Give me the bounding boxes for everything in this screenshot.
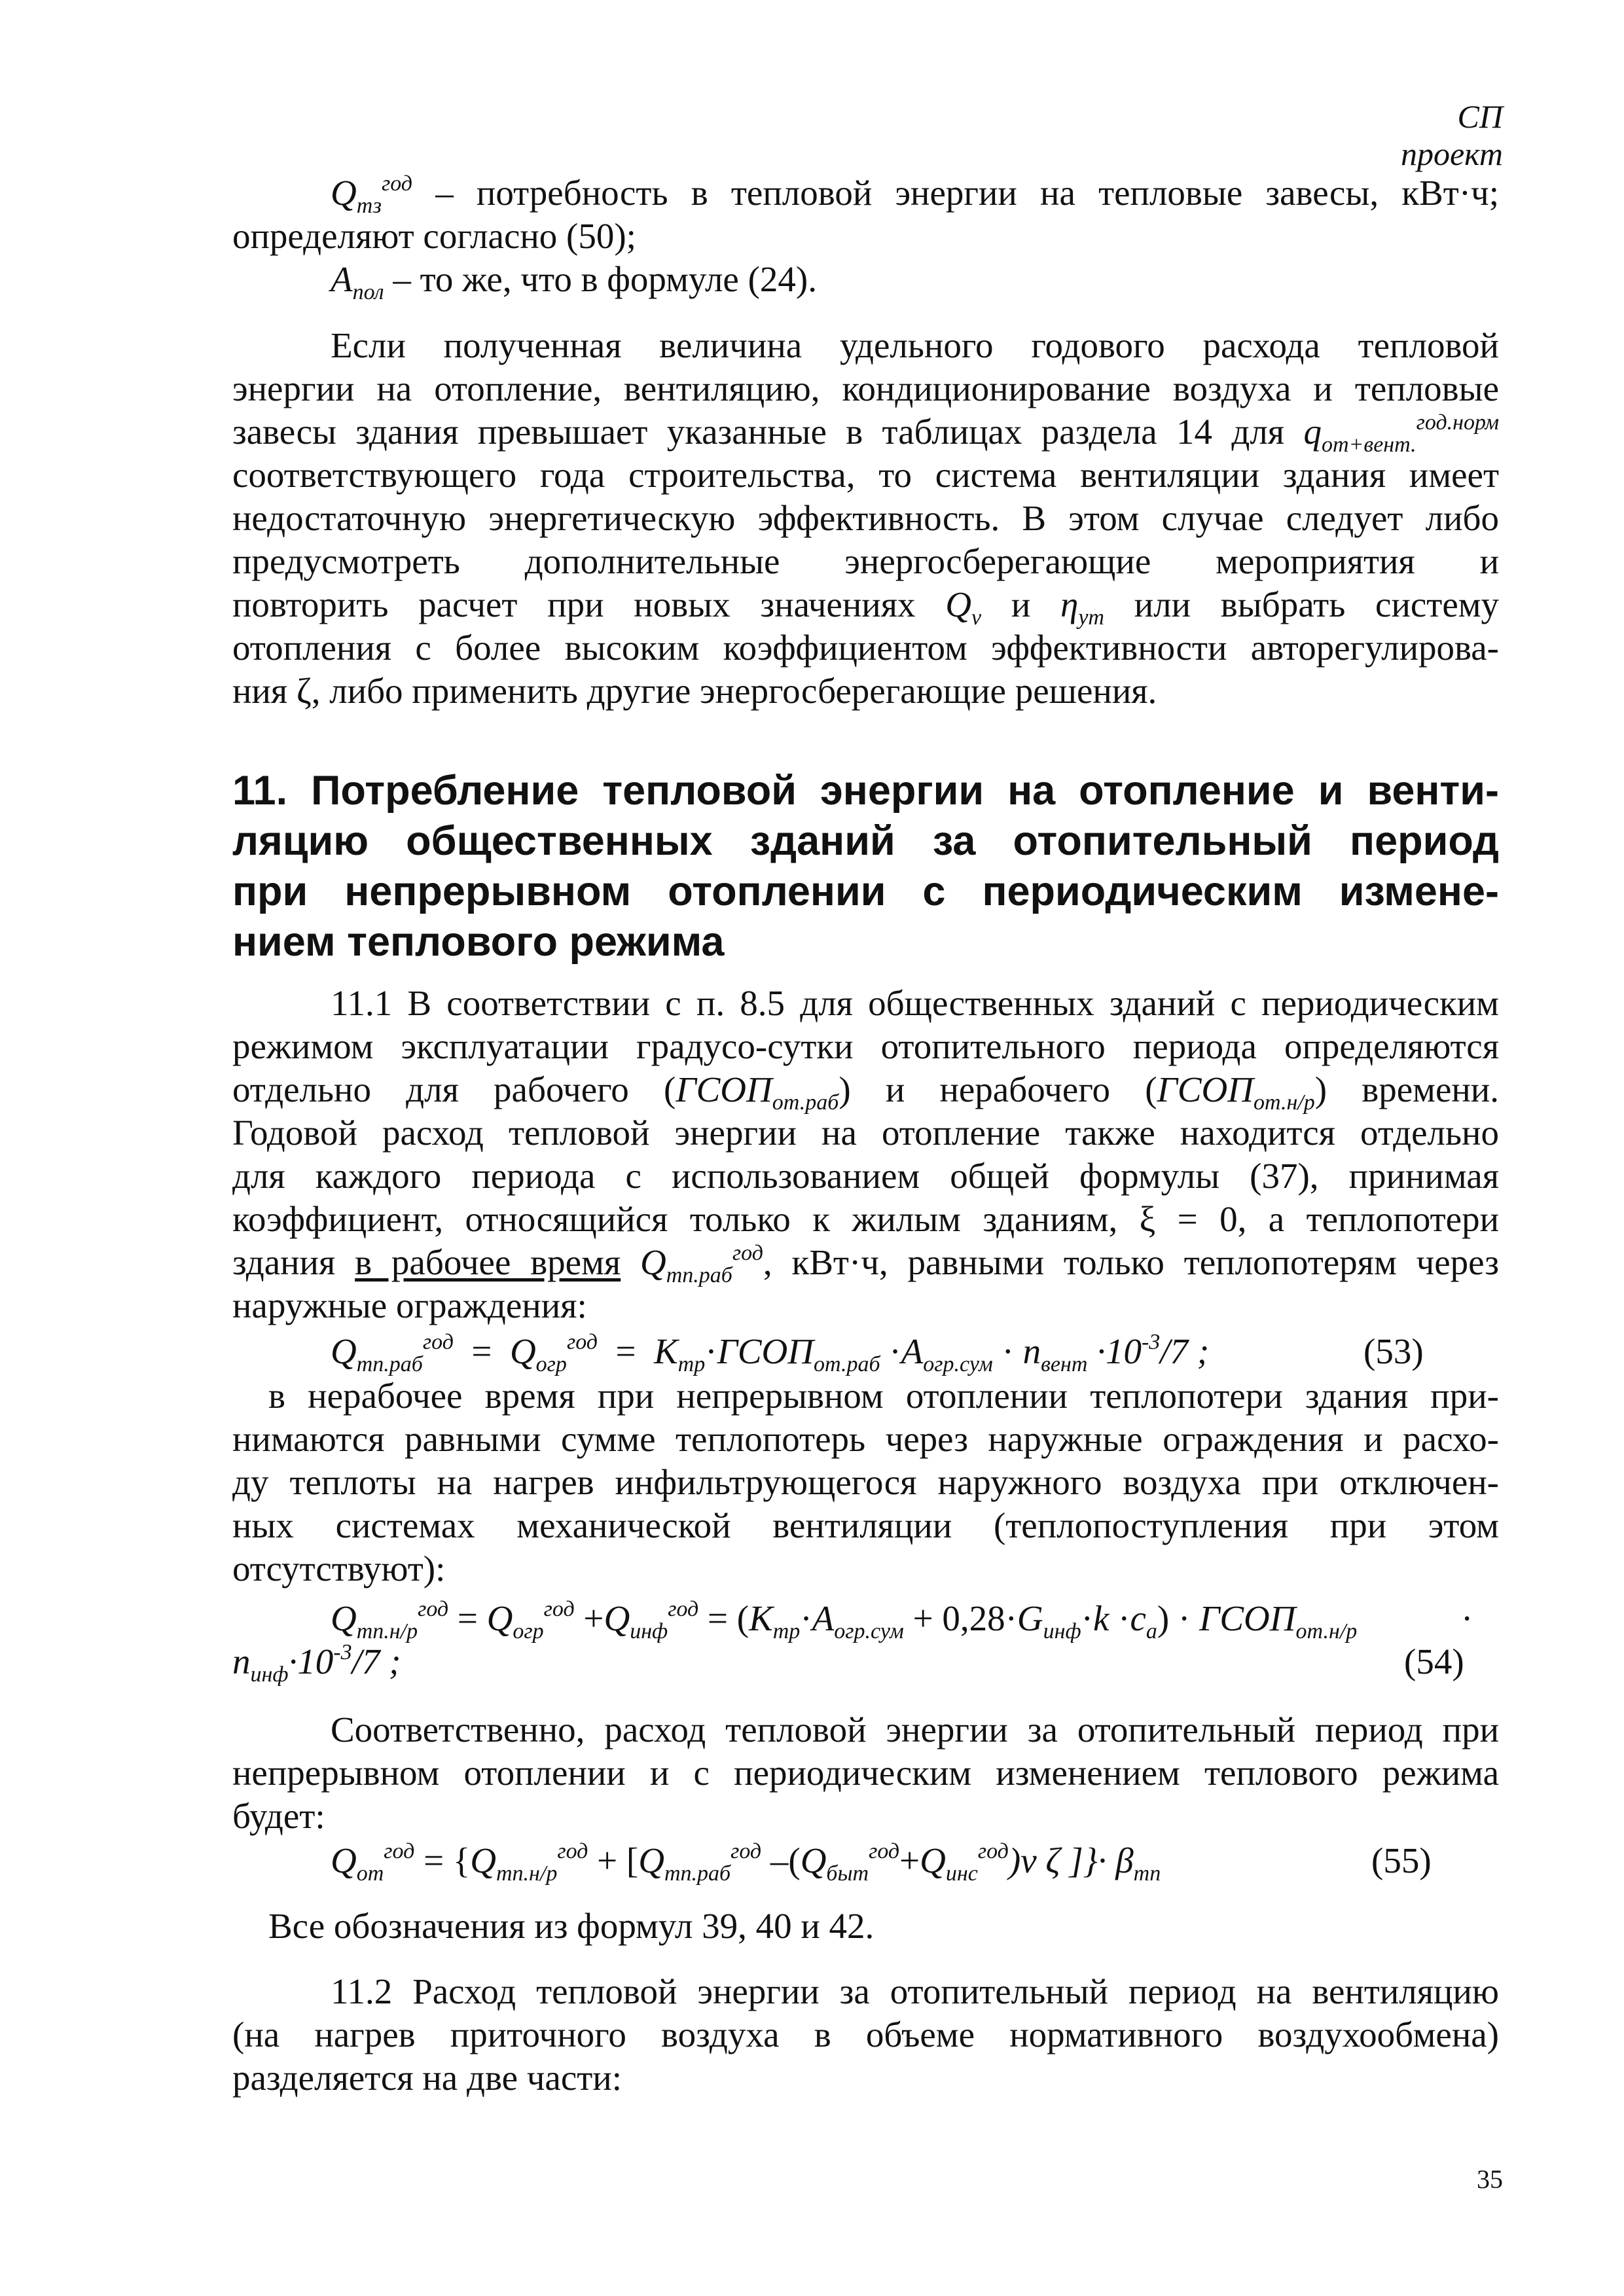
p-result-line: Соответственно, расход тепловой энергии за отопительный период при — [331, 1710, 1499, 1749]
p-night-line: нимаются равными сумме теплопотерь через наружные ограждения и расхо- — [232, 1419, 1499, 1459]
equation-55: $Q_{от}^{год} = \{Q_{тп.н/р}^{год} + [Q_{тп.раб}^{год}$ $-(Q_{быт}^{год}+Q_{инс}^{год})\nu$ ζ ]}· $\beta_{тп}$ — [331, 1839, 1161, 1886]
p-result-line: будет: — [232, 1796, 325, 1836]
para1-line: предусмотреть дополнительные энергосберегающие мероприятия и — [232, 541, 1499, 581]
equation-54-line2: $n_{инф}\cdot 10^{-3}/7$ ; — [232, 1640, 401, 1687]
para1-line: Если полученная величина удельного годового расхода тепловой — [331, 325, 1499, 365]
para1-line: отопления с более высоким коэффициентом эффективности авторегулирова- — [232, 628, 1499, 668]
all-labels-note: Все обозначения из формул 39, 40 и 42. — [268, 1906, 875, 1946]
p111-line: Годовой расход тепловой энергии на отопление также находится отдельно — [232, 1113, 1499, 1153]
section-heading: ляцию общественных зданий за отопительный период — [232, 818, 1499, 864]
p111-line: для каждого периода с использованием общей формулы (37), принимая — [232, 1156, 1499, 1196]
header-status: проект — [1400, 135, 1503, 172]
p112-line: разделяется на две части: — [232, 2058, 622, 2098]
header-code: СП — [1457, 98, 1503, 135]
equation-55-number: (55) — [1371, 1840, 1432, 1880]
equation-53: $Q_{тп.раб}^{год} = Q_{огр}^{год}$ = $K_{тр}\cdot ГСОП_{от.раб} \cdot A_{огр.сум} \cdot n_{вент} \cdot 10^{-3}/7$ ; — [331, 1330, 1210, 1376]
p111-line: здания в рабочее время $Q_{тп.раб}^{год}$, кВт·ч, равными только теплопотерям через — [232, 1241, 1499, 1287]
section-heading: 11. Потребление тепловой энергии на отопление и венти- — [232, 768, 1499, 814]
p111-line: режимом эксплуатации градусо-сутки отопительного периода определяются — [232, 1026, 1499, 1066]
page-number: 35 — [1477, 2164, 1503, 2194]
para1-line: ния ζ, либо применить другие энергосберегающие решения. — [232, 671, 1157, 711]
section-heading: при непрерывном отоплении с периодическим измене- — [232, 869, 1499, 914]
definition-q-tz: $Q_{тз}^{год}$ – потребность в тепловой энергии на тепловые завесы, кВт·ч; — [331, 171, 1500, 218]
p111-line: отдельно для рабочего $(ГСОП_{от.раб})$ и нерабочего $(ГСОП_{от.н/р})$ времени. — [232, 1069, 1499, 1115]
p-night-line: отсутствуют): — [232, 1549, 446, 1588]
definition-a-pol: $A_{пол}$ – то же, что в формуле (24). — [331, 259, 817, 304]
equation-53-number: (53) — [1363, 1331, 1424, 1371]
equation-54-line1: $Q_{тп.н/р}^{год} = Q_{огр}^{год} +Q_{инф}^{год} = (K_{тр}\cdot A_{огр.сум} + 0,28\cdot G_{инф}\cdot k \cdot c_a)$ · $ГСОП_{от.н/р}$ — [331, 1597, 1358, 1643]
p112-line: (на нагрев приточного воздуха в объеме нормативного воздухообмена) — [232, 2015, 1499, 2054]
p-night-line: ду теплоты на нагрев инфильтрующегося наружного воздуха при отключен- — [232, 1462, 1499, 1502]
definition-q-tz-cont: определяют согласно (50); — [232, 216, 636, 256]
p-night-line: ных системах механической вентиляции (теплопоступления при этом — [232, 1505, 1499, 1545]
p111-line: коэффициент, относящийся только к жилым зданиям, ξ = 0, а теплопотери — [232, 1199, 1499, 1239]
para1-line: повторить расчет при новых значениях $Q_v$ и $\eta_{ут}$ или выбрать систему — [232, 584, 1500, 630]
equation-54-dot: · — [1461, 1598, 1473, 1638]
section-heading: нием теплового режима — [232, 919, 725, 965]
p-night-line: в нерабочее время при непрерывном отоплении теплопотери здания при- — [268, 1376, 1499, 1416]
p111-line: 11.1 В соответствии с п. 8.5 для общественных зданий с периодическим — [331, 983, 1499, 1023]
para1-line: энергии на отопление, вентиляцию, кондиционирование воздуха и тепловые — [232, 368, 1499, 408]
para1-line: завесы здания превышает указанные в таблицах раздела 14 для $q_{от+вент.}^{год.норм}$ — [232, 410, 1500, 457]
p112-line: 11.2 Расход тепловой энергии за отопительный период на вентиляцию — [331, 1971, 1499, 2011]
para1-line: соответствующего года строительства, то система вентиляции здания имеет — [232, 455, 1499, 495]
equation-54-number: (54) — [1404, 1641, 1464, 1681]
p111-line: наружные ограждения: — [232, 1285, 587, 1325]
para1-line: недостаточную энергетическую эффективность. В этом случае следует либо — [232, 498, 1499, 538]
p-result-line: непрерывном отоплении и с периодическим изменением теплового режима — [232, 1753, 1499, 1793]
